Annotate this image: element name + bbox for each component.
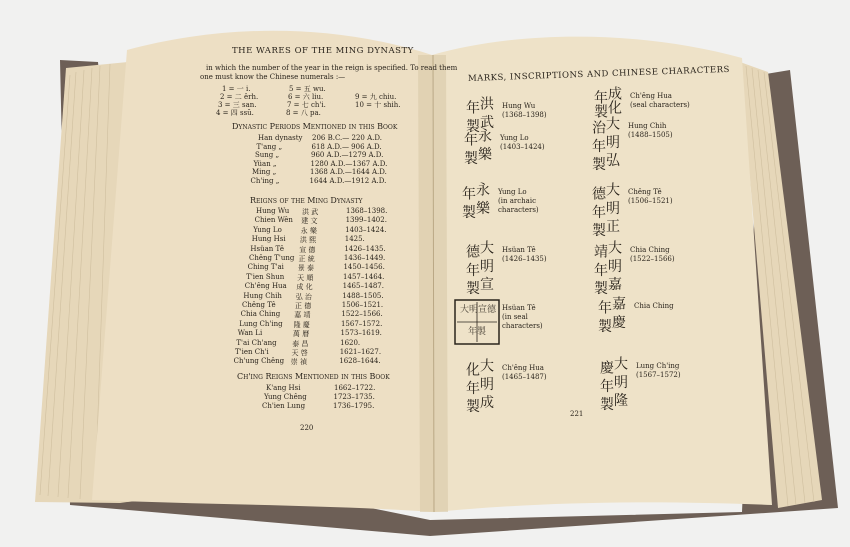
left-running-head: THE WARES OF THE MING DYNASTY [232,46,414,56]
reign-dates: 1465–1487. [342,282,384,291]
reign-dates: 1621–1627. [339,348,382,356]
reign-dates: 1522–1566. [341,310,383,319]
reign-name: Lung Ch'ing [239,319,283,328]
reign-name: Chêng Tê [242,301,276,309]
reign-characters: 嘉 靖 [294,311,311,320]
qing-reign-dates: 1723–1735. [333,393,375,401]
periods-heading: Dynastic Periods Mentioned in this Book [232,122,398,131]
reign-dates: 1620. [340,338,361,347]
reign-characters: 天 順 [297,273,314,282]
reign-characters: 萬 曆 [292,330,310,339]
mark-characters: 大 明 隆 [612,356,628,407]
reign-dates: 1488–1505. [342,291,384,300]
reign-name: Chêng T'ung [249,254,295,262]
mark-characters: 慶 年 製 [598,360,614,411]
period-dates: 206 B.C.— 220 A.D. [312,134,382,142]
qing-reign-name: Ch'ien Lung [262,402,306,410]
mark-label: Chia Ching [634,302,674,310]
right-page-number: 221 [570,410,584,418]
reign-characters: 泰 昌 [292,339,309,348]
qing-reign-dates: 1736–1795. [333,402,375,410]
mark-subtitle: (1522–1566) [630,255,675,263]
reign-dates: 1506–1521. [341,301,384,309]
reign-characters: 永 樂 [300,226,317,235]
period-dates: 618 A.D.— 906 A.D. [311,142,382,151]
reign-name: Hung Hsi [251,235,286,244]
mark-label: Ch'êng Hua [502,364,544,372]
numeral-10: 10 = 十 shih. [355,101,401,109]
reign-dates: 1573–1619. [340,329,382,338]
mark-label: Lung Ch'ing [636,362,680,370]
numeral-3: 3 = 三 san. [218,101,257,109]
reign-dates: 1368–1398. [346,207,388,215]
reign-characters: 弘 治 [295,292,312,301]
mark-characters: 大 明 弘 [604,116,620,167]
mark-label: Yung Lo [498,188,527,196]
mark-subtitle: (seal characters) [630,101,690,109]
mark-label: Chia Ching [630,246,670,254]
reign-dates: 1403–1424. [345,225,387,234]
mark-characters: 年 製 [464,100,480,133]
mark-label: Hung Wu [502,102,536,110]
reign-name: Chia Ching [240,310,281,319]
reign-characters: 成 化 [296,283,313,292]
mark-subtitle: (1403–1424) [500,143,545,151]
mark-characters: 永 樂 [476,128,492,161]
right-running-head: MARKS, INSCRIPTIONS AND CHINESE CHARACTERS [467,64,731,84]
reign-name: Hung Wu [256,207,290,215]
reign-dates: 1457–1464. [343,272,385,281]
reign-name: T'ien Ch'i [235,348,269,356]
mark-label: Yung Lo [500,134,529,142]
mark-characters: 年製 [592,90,608,118]
numeral-7: 7 = 七 ch'i. [287,101,326,109]
left-page-number: 220 [300,424,314,432]
mark-characters: 德 年 製 [464,244,480,295]
intro-line-1: in which the number of the year in the reign is specified. To read them [206,64,458,72]
reign-characters: 洪 武 [302,208,319,216]
reign-characters: 洪 熙 [299,236,317,245]
reign-characters: 隆 慶 [293,320,310,329]
mark-characters: 化 年 製 [464,362,480,413]
qing-reign-name: K'ang Hsi [266,384,301,392]
reign-name: Hsüan Tê [250,244,284,253]
reign-dates: 1628–1644. [339,357,381,366]
mark-characters: 治 年 製 [590,120,606,171]
mark-label: Hsüan Tê [502,246,536,254]
reign-dates: 1425. [344,235,365,244]
mark-subtitle: (1488–1505) [628,131,673,139]
numeral-2: 2 = 二 êrh. [220,93,259,101]
reign-dates: 1426–1435. [344,244,386,253]
mark-subtitle: (in seal [502,313,528,321]
seal-mark-characters: 大明宣德 [460,305,497,315]
mark-subtitle: characters) [502,322,543,330]
reign-dates: 1450–1456. [343,263,385,272]
period-dates: 960 A.D.—1279 A.D. [311,151,384,160]
mark-characters: 嘉 慶 [610,296,626,329]
period-dates: 1280 A.D.—1367 A.D. [310,159,388,168]
mark-characters: 年 製 [462,132,478,165]
mark-characters: 洪 武 [478,96,494,129]
mark-characters: 年 製 [460,186,476,219]
reign-name: Ch'ung Chêng [233,357,285,366]
reign-characters: 天 啓 [291,349,308,357]
period-name: T'ang „ [256,142,283,151]
reign-name: Ch'êng Hua [244,282,287,291]
mark-subtitle: (1567–1572) [636,371,681,379]
mark-subtitle: (1506–1521) [628,197,673,205]
mark-characters: 永 樂 [474,182,490,215]
reigns-heading: Reigns of the Ming Dynasty [250,196,363,205]
mark-characters: 大 明 宣 [478,240,494,291]
qing-heading: Ch'ing Reigns Mentioned in this Book [237,372,390,381]
seal-mark-characters: 年製 [468,327,487,337]
mark-characters: 大 明 正 [604,182,620,233]
reign-name: T'ien Shun [246,272,285,281]
reign-name: T'ai Ch'ang [236,338,277,347]
reign-dates: 1399–1402. [345,216,387,225]
mark-characters: 大 明 嘉 [606,240,622,291]
reign-characters: 正 德 [295,302,312,310]
reign-name: Yung Lo [253,225,282,234]
reign-characters: 宣 德 [299,245,316,254]
period-name: Ming „ [252,168,277,177]
period-dates: 1644 A.D.—1912 A.D. [309,177,387,185]
mark-characters: 年 製 [596,300,612,333]
qing-reign-name: Yung Chêng [264,393,307,401]
period-name: Han dynasty [258,134,303,142]
reign-name: Wan Li [237,329,263,338]
mark-label: Ch'êng Hua [630,92,672,100]
mark-label: Hung Chih [628,122,667,130]
numeral-6: 6 = 六 liu. [288,93,324,101]
mark-subtitle: (1368–1398) [502,111,547,119]
reign-characters: 景 泰 [297,264,315,273]
period-name: Ch'ing „ [250,177,280,185]
reign-name: Chien Wên [254,216,293,225]
numeral-8: 8 = 八 pa. [286,109,321,117]
reign-dates: 1567–1572. [340,319,383,328]
reign-name: Ching T'ai [247,263,284,272]
numeral-4: 4 = 四 ssŭ. [216,109,254,117]
numeral-9: 9 = 九 chiu. [355,93,397,101]
reign-dates: 1436–1449. [343,254,386,262]
mark-label: Hsüan Tê [502,304,536,312]
mark-subtitle: (1465–1487) [502,373,547,381]
reign-name: Hung Chih [243,291,282,300]
mark-subtitle: (in archaic [498,197,536,205]
mark-characters: 德 年 製 [590,186,606,237]
mark-characters: 靖 年 製 [592,244,608,295]
period-name: Yüan „ [253,159,277,168]
mark-label: Chêng Tê [628,188,662,196]
intro-line-2: one must know the Chinese numerals :— [200,73,346,81]
mark-subtitle: (1426–1435) [502,255,547,263]
period-name: Sung „ [255,151,280,160]
qing-reign-dates: 1662–1722. [334,384,376,392]
reign-characters: 崇 禎 [290,358,308,367]
mark-characters: 成化 [606,86,622,114]
reign-characters: 正 統 [298,255,315,263]
mark-characters: 大 明 成 [478,358,494,409]
numeral-5: 5 = 五 wu. [289,85,326,93]
reign-characters: 建 文 [301,217,318,226]
mark-subtitle: characters) [498,206,539,214]
numeral-1: 1 = 一 i. [222,85,251,93]
period-dates: 1368 A.D.—1644 A.D. [310,168,387,177]
